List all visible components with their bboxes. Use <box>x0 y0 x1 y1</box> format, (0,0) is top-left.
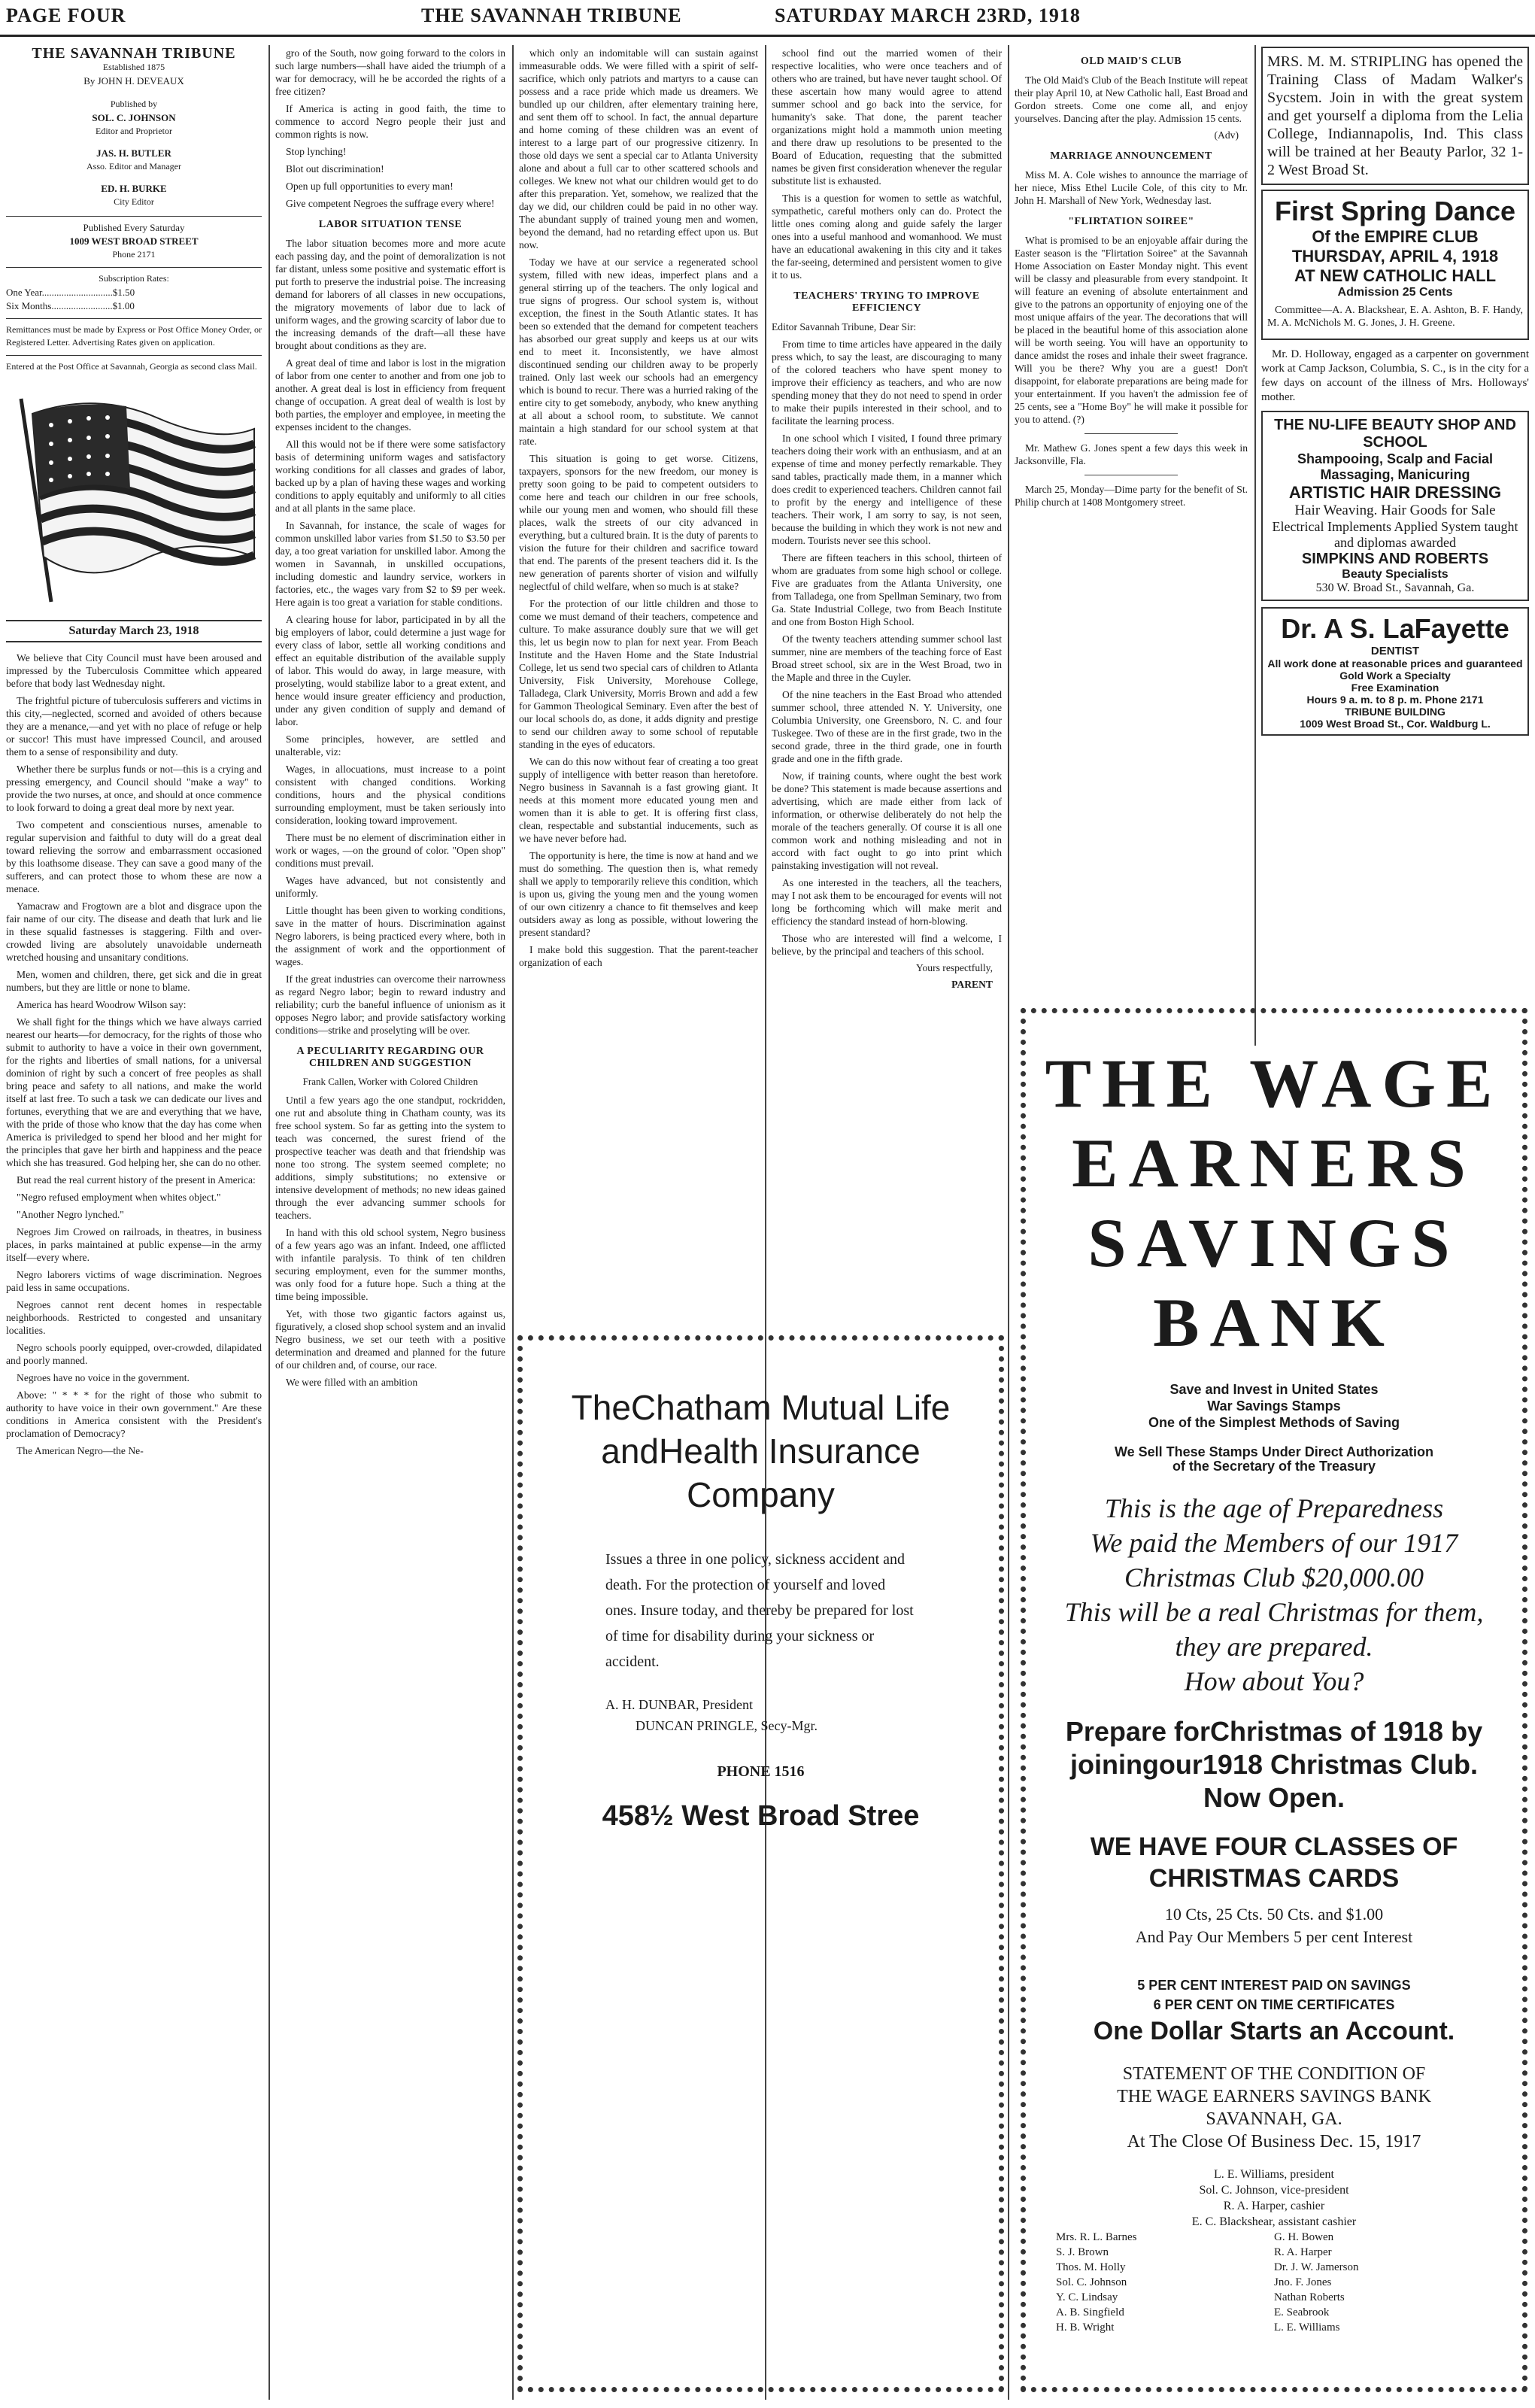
holloway-note: Mr. D. Holloway, engaged as a carpenter on government work at Camp Jackson, Columbia, S. C., is in the city for a few days on account of the illness of Mrs. Holloways' mother. <box>1261 348 1529 403</box>
paragraph: Those who are interested will find a welcome, I believe, by the principal and teachers of this school. <box>772 933 1002 957</box>
masthead-subscription: Subscription Rates: <box>99 273 169 284</box>
bank-line-1: Save and Invest in United States <box>1169 1382 1379 1397</box>
paragraph: This situation is going to get worse. Citizens, taxpayers, sponsors for the new freedom, our money is pretty soon going to be paid to competent outsiders to come here and teach our children in our free schools, while our young men and women, who should fill these places, walk the streets of our city advanced in everything, but a cultured brain. It is the duty of parents to vision the future for their children and sacrifice toward that end. The parents of the present teachers did it. Is the new generation of parents shorter of vision and wilfully neglectful of child welfare, when so much is at stake? <box>519 453 758 592</box>
masthead-rate-year: One Year.............................$1.50 <box>6 287 135 298</box>
beauty-hair-goods: Hair Weaving. Hair Goods for Sale <box>1294 503 1496 518</box>
empire-club-ad <box>1261 190 1529 340</box>
column-4 <box>772 47 1002 1371</box>
column-rule <box>268 45 270 2400</box>
soiree-heading: "FLIRTATION SOIREE" <box>1068 216 1194 227</box>
marriage-heading: MARRIAGE ANNOUNCEMENT <box>1050 150 1212 162</box>
paragraph: Two competent and conscientious nurses, amenable to regular supervision and faithful to duty will do a great deal toward relieving the sorrow and embarrassment occasioned by this loathsome disease. They can save a good many of the sufferers, and can protect those to whom these are now a menace. <box>6 819 262 894</box>
old-maids-club-heading: OLD MAID'S CLUB <box>1080 56 1182 67</box>
bank-script-2: We paid the Members of our 1917 <box>1090 1528 1458 1558</box>
paragraph: As one interested in the teachers, all the teachers, may I not ask them to be encouraged for events will not long be forthcoming which will make merit and efficiency the standard instead of horn-blowing. <box>772 877 1002 927</box>
paragraph: Negro laborers victims of wage discrimination. Negroes paid less in same occupations. <box>6 1269 262 1293</box>
jones-note: Mr. Mathew G. Jones spent a few days this week in Jacksonville, Fla. <box>1015 442 1248 466</box>
dance-place: AT NEW CATHOLIC HALL <box>1294 266 1497 285</box>
paragraph: There are fifteen teachers in this school, thirteen of whom are graduates from some high school or college. Five are graduates from the Atlanta University, one from Talladega, one from Spellman Seminary, two from Ga. State Industrial College, two from Beach Institute and one from Boston High School. <box>772 552 1002 627</box>
bank-vice-president: Sol. C. Johnson, vice-president <box>1199 2184 1349 2197</box>
issue-date: SATURDAY MARCH 23RD, 1918 <box>775 5 1081 26</box>
bank-christmas-club: Prepare forChristmas of 1918 by joiningour1918 Christmas Club. Now Open. <box>1065 1716 1483 1813</box>
bank-line-3: One of the Simplest Methods of Saving <box>1148 1415 1400 1430</box>
bank-director: Nathan Roberts <box>1274 2291 1345 2303</box>
paragraph: Little thought has been given to working conditions, save in the matter of hours. Discrimination against Negro laborers, is being practiced every where, both in the assignment of work and the opportionment of wages. <box>275 905 505 967</box>
masthead-name: THE SAVANNAH TRIBUNE <box>32 47 236 62</box>
newspaper-title: THE SAVANNAH TRIBUNE <box>421 5 682 26</box>
bank-director: Jno. F. Jones <box>1274 2276 1332 2288</box>
paragraph: Open up full opportunities to every man! <box>286 181 454 192</box>
wage-earners-bank-ad <box>1021 1008 1527 2392</box>
paragraph: Today we have at our service a regenerated school system, filled with new ideas, imperfect plans and a general stirring up of the teachers. The only logical and true signs of progress. Our school system is, without exception, the finest in the South Atlantic states. It has been so extended that the demand for competent teachers has absorbed our great supply and keeps us at our wits end to meet it. Inconsistently, we have almost discontinued sending our children away to be properly trained. Only last week our schools had an emergency which is bound to recur. There was a hurried raking of the entire city to get somebody, anybody, who knew anything at all about a school room, to substitute. We cannot maintain a high standard for our school system at that rate. <box>519 257 758 447</box>
bank-title-2: EARNERS <box>1072 1125 1476 1201</box>
paragraph: Stop lynching! <box>286 146 347 157</box>
letter-signature: PARENT <box>951 979 993 990</box>
dentist-building: TRIBUNE BUILDING <box>1345 706 1446 718</box>
masthead <box>6 47 262 373</box>
dentist-hours: Hours 9 a. m. to 8 p. m. Phone 2171 <box>1306 694 1484 706</box>
column-rule <box>1008 45 1009 2400</box>
paragraph: Negro schools poorly equipped, over-crowded, dilapidated and poorly manned. <box>6 1342 262 1366</box>
paragraph: A great deal of time and labor is lost in the migration of labor from one center to another and from one job to another. A great deal is lost in efficiency from frequent change of occupation. A great deal of wealth is lost by both parties, the employer and employee, in meeting the expenses incident to the changes. <box>275 357 505 433</box>
column-2 <box>275 47 505 2401</box>
letter-closing: Yours respectfully, <box>916 962 993 973</box>
paragraph: The American Negro—the Ne- <box>17 1445 144 1456</box>
dentist-guarantee: All work done at reasonable prices and guaranteed <box>1267 657 1523 670</box>
insurance-name-2: andHealth Insurance <box>601 1432 921 1471</box>
column-5 <box>1015 47 1248 1047</box>
beauty-specialists: Beauty Specialists <box>1342 568 1449 581</box>
teachers-letter-heading: TEACHERS' TRYING TO IMPROVE EFFICIENCY <box>793 290 980 314</box>
masthead-manager: JAS. H. BUTLER <box>96 147 171 159</box>
paragraph: Some principles, however, are settled and unalterable, viz: <box>275 733 505 758</box>
beauty-address: 530 W. Broad St., Savannah, Ga. <box>1315 582 1475 594</box>
masthead-phone: Phone 2171 <box>112 249 156 260</box>
paragraph: I make bold this suggestion. That the parent-teacher organization of each <box>519 944 758 968</box>
bank-statement-1: STATEMENT OF THE CONDITION OF <box>1122 2064 1426 2084</box>
bank-director: L. E. Williams <box>1274 2321 1340 2334</box>
children-article-byline: Frank Callen, Worker with Colored Children <box>302 1076 478 1087</box>
column-1 <box>6 47 262 2401</box>
paragraph: Wages have advanced, but not consistently and uniformly. <box>275 875 505 899</box>
paragraph: "Negro refused employment when whites object." <box>17 1192 221 1203</box>
bank-line-4: We Sell These Stamps Under Direct Authorization of the Secretary of the Treasury <box>1114 1444 1434 1474</box>
bank-card-prices: 10 Cts, 25 Cts. 50 Cts. and $1.00 <box>1164 1905 1384 1924</box>
dance-title: First Spring Dance <box>1274 196 1516 226</box>
paragraph: America has heard Woodrow Wilson say: <box>17 999 187 1010</box>
paragraph: Negroes have no voice in the government. <box>17 1372 190 1383</box>
insurance-name-3: Company <box>687 1475 835 1514</box>
paragraph: The labor situation becomes more and more acute each passing day, and the point of demoralization is not far distant, unless some positive and systematic effort is put forth to preserve the industrial poise. The increasing demand for laborers of all classes in new occupations, the migratory movements of labor due to lack of uniform wages, and the growing scarcity of labor due to the increasing demands of the draft—all these have brought about conditions as they are. <box>275 238 505 351</box>
paragraph: In hand with this old school system, Negro business of a few years ago was an infant. Indeed, one afflicted with infantile paralysis. To think of ten children securing employment, even for the summer months, was only food for a future hope. Such a thing at the time being impossible. <box>275 1227 505 1302</box>
adv-tag: (Adv) <box>1214 129 1239 141</box>
paragraph: But read the real current history of the present in America: <box>17 1174 256 1186</box>
paragraph: For the protection of our little children and those to come we must demand of their teachers, competence and culture. To make assurance doubly sure that we will get this, let us begin now to plan for next year. From Beach Institute and the Haven Home and the State Industrial College, let us send two special cars of children to Atlanta University, Fisk University, Morehouse College, Talladega, Clark University, Morris Brown and add a few for Gammon Theological Seminary. Even after the best of our local schools do, as done, it adds dignity and prestige to send our children away to some school of reputable standing in the eyes of educators. <box>519 598 758 750</box>
bank-member-interest: And Pay Our Members 5 per cent Interest <box>1135 1927 1413 1946</box>
bank-directors-list <box>1026 2230 1522 2335</box>
paragraph: Yamacraw and Frogtown are a blot and disgrace upon the fair name of our city. The disease and death that lurk and lie in these squalid fastnesses is staggering. Filth and over-crowded living are absolutely unavoidable underneath wretched housing and unsanitary conditions. <box>6 900 262 963</box>
masthead-city-editor: ED. H. BURKE <box>101 183 167 194</box>
masthead-address: 1009 WEST BROAD STREET <box>69 235 199 247</box>
dentist-free-exam: Free Examination <box>1351 682 1439 694</box>
masthead-city-editor-role: City Editor <box>114 196 154 207</box>
paragraph: Of the twenty teachers attending summer school last summer, nine are members of the teaching force of East Broad street school, six are in the West Broad, two in the Maple and three in the Cuyler. <box>772 633 1002 683</box>
bank-director: G. H. Bowen <box>1274 2231 1334 2243</box>
bank-time-certificates: 6 PER CENT ON TIME CERTIFICATES <box>1153 1997 1395 2012</box>
bank-title-1: THE WAGE <box>1045 1045 1503 1122</box>
dentist-ad <box>1261 607 1529 736</box>
bank-director: Thos. M. Holly <box>1056 2261 1126 2273</box>
masthead-published-by: Published by <box>110 99 158 109</box>
bank-one-dollar: One Dollar Starts an Account. <box>1093 2017 1455 2045</box>
bank-director: Y. C. Lindsay <box>1056 2291 1118 2303</box>
bank-statement-4: At The Close Of Business Dec. 15, 1917 <box>1127 2132 1421 2151</box>
bank-director: Mrs. R. L. Barnes <box>1056 2231 1137 2243</box>
bank-savings-interest: 5 PER CENT INTEREST PAID ON SAVINGS <box>1137 1978 1411 1993</box>
dance-club: Of the EMPIRE CLUB <box>1312 227 1479 246</box>
nu-life-beauty-ad <box>1261 411 1529 601</box>
beauty-services: Shampooing, Scalp and Facial Massaging, Manicuring <box>1297 451 1494 482</box>
paragraph: which only an indomitable will can sustain against immeasurable odds. We were filled with a spirit of self-sacrifice, which only patriots and martyrs to a cause can possess and a race pride which made us dreamers. We bundled up our children, after elementary training here, and sent them off to school. In fact, the annual departure and home coming of these children was an event of interest to a large part of our progressive citizenry. In those old days we sent a special car to Atlanta University alone and about a full car to other scattered schools and colleges. We knew not what our children would get to do after this preparation. Yet, somehow, we realized that the day we did, our children could be paid in no other way. The abundant supply of trained young men and women, beyond the demand, had no retarding effect upon us. But now. <box>519 47 758 251</box>
column-rule <box>1254 45 1256 1046</box>
beauty-title: THE NU-LIFE BEAUTY SHOP AND SCHOOL <box>1274 417 1516 451</box>
bank-title-4: BANK <box>1153 1284 1395 1361</box>
paragraph: In one school which I visited, I found three primary teachers doing their work with an enthusiasm, and at an expense of time and money perfectly remarkable. They sand tables, practically made them, in a manner which does credit to experienced teachers. Children cannot fail to profit by the energy and intelligence of these teachers. Their work, I am sorry to say, is not seen, because the building in which they work is not new and modern. Tourists never see this school. <box>772 433 1002 546</box>
paragraph: gro of the South, now going forward to the colors in such large numbers—shall have aided the triumph of a war for democracy, will he be accorded the rights of a free citizen? <box>275 47 505 97</box>
paragraph: This is a question for women to settle as watchful, sympathetic, careful mothers only can do. Protect the little ones coming along and guide safely the larger ones into a useful manhood and womanhood. We must have an educational awakening in this city and it takes the far-seeing, determined and persistent women to give it to us. <box>772 193 1002 281</box>
masthead-entered: Entered at the Post Office at Savannah, Georgia as second class Mail. <box>6 361 257 372</box>
chatham-mutual-insurance-ad <box>517 1335 1004 2392</box>
bank-director: Dr. J. W. Jamerson <box>1274 2261 1359 2273</box>
paragraph: There must be no element of discrimination either in work or wages, —on the ground of color. "Open shop" conditions must prevail. <box>275 832 505 869</box>
bank-president: L. E. Williams, president <box>1214 2168 1334 2181</box>
bank-director: R. A. Harper <box>1274 2246 1332 2258</box>
paragraph: The opportunity is here, the time is now at hand and we must do something. The question then is, what remedy shall we apply to temporarily relieve this condition, which is upon us, giving the young men and the young women of our own citizenry a chance to fit themselves and keep outsiders away as long as possible, without lowering the present standard? <box>519 850 758 938</box>
paragraph: If the great industries can overcome their narrowness as regard Negro labor; begin to reward industry and reliability; curb the baneful influence of unionism as it opposes Negro labor; and provide satisfactory working conditions—strike and proselyting will be over. <box>275 973 505 1036</box>
labor-article <box>275 237 505 1037</box>
paragraph: school find out the married women of their respective localities, who were once teachers and of others who are trained, but have never taught school. Of these ascertain how many would agree to attend summer school and go back into the service, for humanity's sake. That done, the parent teacher organizations might hold a mammoth union meeting and there draw up resolutions to be presented to the Board of Education, requesting that the submitted names be given first consideration whenever the regular substitute list is exhausted. <box>772 47 1002 187</box>
dime-party-note: March 25, Monday—Dime party for the benefit of St. Philip church at 1408 Montgomery street. <box>1015 484 1248 508</box>
paragraph: All this would not be if there were some satisfactory basis of determining uniform wages and satisfactory working conditions for all classes and grades of labor, backed up by a plan of having these wages and working conditions to apply equitably and uniformly to all cities and at all plants in the same place. <box>275 439 505 514</box>
paragraph: Of the nine teachers in the East Broad who attended summer school, three attended N. Y. University, one Columbia University, one Greensboro, N. C. and four Tuskegee. Two of these are in the first grade, two in the second grade, three in the third grade, one in fourth grade and one in the fifth grade. <box>772 689 1002 764</box>
beauty-owners: SIMPKINS AND ROBERTS <box>1301 551 1489 567</box>
page-header <box>0 0 1535 37</box>
masthead-published-every: Published Every Saturday <box>83 222 185 233</box>
dentist-gold-work: Gold Work a Specialty <box>1339 670 1451 682</box>
dance-committee: Committee—A. A. Blackshear, E. A. Ashton, B. F. Handy, M. A. McNichols M. G. Jones, J. H. Greene. <box>1267 305 1523 329</box>
dentist-title: DENTIST <box>1370 645 1420 657</box>
paragraph: Until a few years ago the one standput, rockridden, one rut and absolute thing in Chatham county, was its free school system. So far as getting into the system to teach was concerned, the surest friend of the prospective teacher was death and that friendship was none too strong. The system seemed complete; no additions, simply substitutions; no extensive or intensive development of methods; no new ideas gained through the ever advancing summer schools for teachers. <box>275 1095 505 1221</box>
paragraph: Men, women and children, there, get sick and die in great numbers, but they are little or none to blame. <box>6 969 262 993</box>
bank-asst-cashier: E. C. Blackshear, assistant cashier <box>1191 2215 1357 2228</box>
insurance-phone: PHONE 1516 <box>717 1763 805 1780</box>
bank-statement-2: THE WAGE EARNERS SAVINGS BANK <box>1117 2087 1431 2106</box>
labor-situation-heading: LABOR SITUATION TENSE <box>318 219 463 230</box>
american-flag-icon <box>6 384 262 609</box>
paragraph: Negroes cannot rent decent homes in respectable neighborhoods. Restricted to congested and unsanitary localities. <box>6 1299 262 1336</box>
masthead-publisher: SOL. C. JOHNSON <box>92 112 176 123</box>
dance-date: THURSDAY, APRIL 4, 1918 <box>1291 247 1499 266</box>
paragraph: Yet, with those two gigantic factors against us, figuratively, a closed shop school system and an invalid Negro business, we set our teeth with a positive determination and dreamed and planned for the future of our children and, of course, our race. <box>275 1308 505 1371</box>
paragraph: If America is acting in good faith, the time to commence to accord Negro people their just and common rights is now. <box>275 103 505 140</box>
children-article-heading: A PECULIARITY REGARDING OUR CHILDREN AND SUGGESTION <box>296 1046 484 1069</box>
editorial-column <box>6 651 262 1457</box>
editorial-dateline: Saturday March 23, 1918 <box>6 620 262 642</box>
bank-script-3: Christmas Club $20,000.00 <box>1124 1562 1424 1593</box>
column-rule <box>512 45 514 2400</box>
bank-script-1: This is the age of Preparedness <box>1104 1493 1444 1523</box>
bank-script-4: This will be a real Christmas for them, they are prepared. <box>1064 1597 1484 1662</box>
old-maids-club-text: The Old Maid's Club of the Beach Institute will repeat their play April 10, at New Catholic hall, East Broad and Gordon streets. Come one come all, and enjoy yourselves. Dancing after the play. Admission 15 cents. <box>1015 74 1248 124</box>
editorial-continued <box>275 47 505 210</box>
bank-statement-3: SAVANNAH, GA. <box>1206 2109 1342 2129</box>
beauty-electrical: Electrical Implements Applied System taught and diplomas awarded <box>1272 519 1518 550</box>
paragraph: We shall fight for the things which we have always carried nearest our hearts—for democracy, for the rights of those who submit to authority to have a voice in their own government, for the rights and liberties of small nations, for a universal dominion of right by such a concert of free peoples as shall bring peace and safety to all nations, and make the world itself at last free. To such a task we can dedicate our lives and fortunes, everything that we are and everything that we have, with the pride of those who know that the day has come when America is priviledged to spend her blood and her might for the principles that gave her birth and happiness and the peace which she has treasured. God helping her, she can do no other. <box>6 1016 262 1168</box>
column-6 <box>1261 47 1529 949</box>
masthead-rate-six: Six Months.........................$1.00 <box>6 300 135 311</box>
insurance-secretary: DUNCAN PRINGLE, Secy-Mgr. <box>636 1718 818 1733</box>
stripling-ad: MRS. M. M. STRIPLING has opened the Training Class of Madam Walker's Sycstem. Join in with the great system and get yourself a diploma from the Lelia College, Indiannapolis, Ind. This class will be trained at her Beauty Parlor, 32 1-2 West Broad St. <box>1261 47 1529 185</box>
letter-salutation: Editor Savannah Tribune, Dear Sir: <box>772 321 917 333</box>
paragraph: Blot out discrimination! <box>286 163 384 175</box>
paragraph: Give competent Negroes the suffrage every where! <box>286 198 495 209</box>
masthead-publisher-role: Editor and Proprietor <box>96 126 172 136</box>
bank-line-2: War Savings Stamps <box>1207 1398 1341 1414</box>
paragraph: Now, if training counts, where ought the best work be done? This statement is made because assertions and advertising, which are made either from lack of information, or otherwise deliberately do not help the morale of the teachers generally. Of course it is all one common work and nothing misleading and not in accord with fact ought to go into print which painstaking investigation will not reveal. <box>772 770 1002 871</box>
bank-cashier: R. A. Harper, cashier <box>1223 2200 1325 2212</box>
bank-title-3: SAVINGS <box>1088 1204 1461 1281</box>
page-number: PAGE FOUR <box>6 5 126 26</box>
paragraph: From time to time articles have appeared in the daily press which, to say the least, are discouraging to many of the colored teachers who have spent money to improve their efficiency as teachers, and who are now spending money that they do not need to spend in order to make their pupils interested in their school, and to facilitate the learning process. <box>772 339 1002 427</box>
dentist-address: 1009 West Broad St., Cor. Waldburg L. <box>1300 718 1491 730</box>
column-3 <box>519 47 758 1371</box>
insurance-text: Issues a three in one policy, sickness accident and death. For the protection of yourself and loved ones. Insure today, and thereby be prepared for lost of time for disability during your sickness or accident. <box>605 1551 914 1670</box>
insurance-address: 458½ West Broad Stree <box>602 1800 920 1832</box>
marriage-text: Miss M. A. Cole wishes to announce the marriage of her niece, Miss Ethel Lucile Cole, of this city to Mr. John H. Marshall of New York, Wednesday last. <box>1015 169 1248 206</box>
bank-director: A. B. Singfield <box>1056 2306 1124 2318</box>
paragraph: A clearing house for labor, participated in by all the big employers of labor, could determine a just wage for every class of labor, settle all working conditions and effect an equitable distribution of the available supply of labor. This would do away, in large measure, with proselyting, would stabilize labor to a great extent, and hence would insure greater efficiency and production, under any given condition of supply and demand of labor. <box>275 614 505 727</box>
paragraph: Negroes Jim Crowed on railroads, in theatres, in business places, in parks maintained at public expense—in the army itself—every where. <box>6 1226 262 1263</box>
insurance-name-1: TheChatham Mutual Life <box>571 1388 951 1427</box>
paragraph: We can do this now without fear of creating a too great supply of intelligence with better reason than heretofore. Negro business in Savannah is a fast growing giant. It needs at this moment more educated young men and women than it is able to get. It is offering first class, clean, respectable and substantial inducements, such as we have never before had. <box>519 756 758 844</box>
children-article-end <box>772 47 1002 281</box>
paragraph: In Savannah, for instance, the scale of wages for common unskilled labor varies from $1.50 to $3.50 per day, a too great variation for unskilled labor. Among the women in Savannah, in unskilled occupations, including domestic and laundry service, workers in factories, etc., the wages vary from $2 to $9 per week. Here again is too great a variation for stable conditions. <box>275 520 505 608</box>
bank-director: E. Seabrook <box>1274 2306 1330 2318</box>
bank-director: Sol. C. Johnson <box>1056 2276 1127 2288</box>
paragraph: "Another Negro lynched." <box>17 1209 124 1220</box>
dentist-name: Dr. A S. LaFayette <box>1281 613 1509 644</box>
bank-director: H. B. Wright <box>1056 2321 1115 2334</box>
paragraph: The frightful picture of tuberculosis sufferers and victims in this city,—neglected, scorned and avoided of others because they are a menance,—and yet with no place of refuge or help or succor! This must have impressed Council, and aroused them to a sense of responsibility and duty. <box>6 695 262 758</box>
masthead-manager-role: Asso. Editor and Manager <box>86 161 181 172</box>
beauty-hair-dressing: ARTISTIC HAIR DRESSING <box>1288 483 1502 502</box>
bank-director: S. J. Brown <box>1056 2246 1109 2258</box>
teachers-letter <box>772 338 1002 958</box>
masthead-remittances: Remittances must be made by Express or Post Office Money Order, or Registered Letter. Advertising Rates given on application. <box>6 324 262 348</box>
paragraph: Above: " * * * for the right of those who submit to authority to have voice in their own government." Are these conditions in America consistent with the President's proclamation of Democracy? <box>6 1389 262 1439</box>
insurance-president: A. H. DUNBAR, President <box>605 1697 753 1712</box>
bank-christmas-cards: WE HAVE FOUR CLASSES OF CHRISTMAS CARDS <box>1090 1833 1458 1893</box>
paragraph: We believe that City Council must have been aroused and impressed by the Tuberculosis Committee which appeared before that body last Wednesday night. <box>6 652 262 689</box>
paragraph: We were filled with an ambition <box>286 1377 418 1388</box>
children-article-continued <box>519 47 758 969</box>
paragraph: Wages, in allocuations, must increase to a point consistent with changed conditions. Working conditions, hours and the physical conditions surrounding employment, must be taken seriously into consideration, looking toward improvement. <box>275 764 505 826</box>
bank-script-5: How about You? <box>1184 1666 1364 1696</box>
paragraph: Whether there be surplus funds or not—this is a crying and pressing emergency, and Council should "make a way" to provide the two nurses, at once, and should at once commence to look forward to doing a great deal more by next year. <box>6 764 262 813</box>
children-article <box>275 1094 505 1389</box>
dance-admission: Admission 25 Cents <box>1337 286 1453 299</box>
masthead-established: Established 1875 <box>102 62 165 72</box>
masthead-founder: By JOHN H. DEVEAUX <box>83 75 184 87</box>
soiree-text: What is promised to be an enjoyable affair during the Easter season is the "Flirtation Soiree" at the Savannah Home Association on Easter Monday night. This event will be classy and pleasurable from every standpoint. It will feature an evening of absolute entertainment and give to the patrons an opportunity of enjoying one of the most unique affairs of the year. The decorations that will be placed in the beautiful home of this association alone will be worth seeing. You will have an opportunity to dance amidst the roses and inhale their sweet fragrance. Will you be there? Why you are a guest! Don't disappoint, for elaborate preparations are being made for your entertainment. If you haven't the admission fee of 25 cents, see a "Home Boy" he will make it possible for you to attend. (?) <box>1015 235 1248 425</box>
